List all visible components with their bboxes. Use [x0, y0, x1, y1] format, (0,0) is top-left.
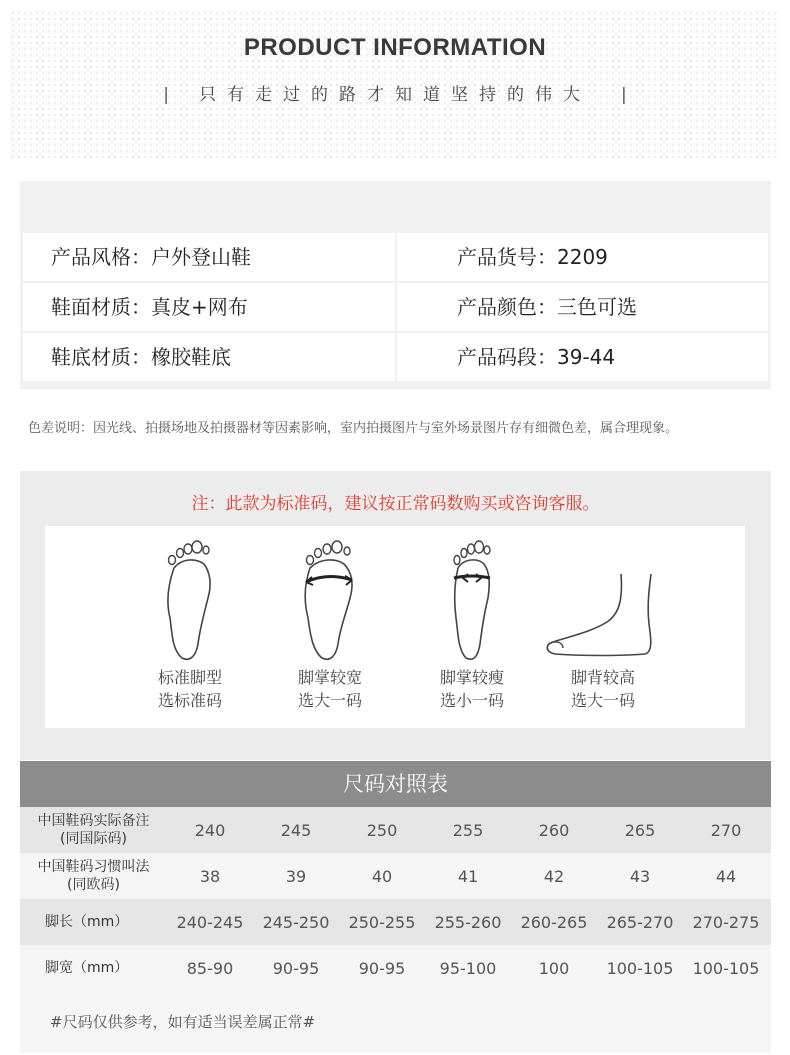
standard-foot-icon — [160, 540, 220, 662]
table-cell: 265 — [624, 820, 656, 840]
table-cell: 255 — [452, 820, 484, 840]
table-cell: 44 — [715, 866, 737, 886]
foot-advice: 选小一码 — [439, 691, 504, 710]
table-cell: 260-265 — [520, 912, 588, 932]
table-cell: 100 — [538, 958, 570, 978]
foot-advice: 选大一码 — [297, 691, 362, 710]
row-header-note: (同国际码) — [60, 831, 127, 847]
foot-type-high-instep — [533, 526, 673, 712]
info-row — [23, 283, 768, 331]
info-style: 产品风格：户外登山鞋 — [23, 233, 395, 281]
foot-advice: 选标准码 — [157, 691, 222, 710]
page-title: PRODUCT INFORMATION — [243, 34, 547, 61]
table-cell: 270 — [710, 820, 742, 840]
table-row — [20, 807, 771, 853]
subtitle-text: 只有走过的路才知道坚持的伟大 — [199, 85, 591, 105]
wide-foot-icon — [298, 540, 362, 662]
info-item-number: 产品货号：2209 — [397, 233, 768, 281]
row-header: 脚宽（mm） — [45, 960, 129, 976]
table-cell: 265-270 — [606, 912, 674, 932]
table-cell: 39 — [285, 866, 307, 886]
table-cell: 43 — [629, 866, 651, 886]
info-sole-material: 鞋底材质：橡胶鞋底 — [23, 333, 395, 381]
table-cell: 240-245 — [176, 912, 244, 932]
row-header-note: (同欧码) — [67, 877, 120, 893]
foot-type-wide — [260, 526, 400, 712]
row-header-line: 中国鞋码实际备注 — [37, 813, 150, 829]
table-cell: 95-100 — [439, 958, 497, 978]
table-cell: 255-260 — [434, 912, 502, 932]
table-row — [20, 945, 771, 991]
info-colors: 产品颜色：三色可选 — [397, 283, 768, 331]
foot-type-narrow — [402, 526, 542, 712]
page-subtitle — [0, 80, 790, 105]
divider-left: | — [163, 85, 169, 105]
table-row — [20, 899, 771, 945]
table-cell: 41 — [457, 866, 479, 886]
table-cell: 245-250 — [262, 912, 330, 932]
product-info-panel — [20, 181, 771, 389]
size-chart-title: 尺码对照表 — [20, 761, 771, 807]
table-cell: 250-255 — [348, 912, 416, 932]
table-cell: 100-105 — [692, 958, 760, 978]
table-cell: 38 — [199, 866, 221, 886]
foot-label: 脚背较高 — [570, 668, 635, 687]
row-header: 脚长（mm） — [45, 914, 129, 930]
high-instep-foot-icon — [541, 540, 665, 662]
size-chart-footnote: #尺码仅供参考，如有适当误差属正常# — [20, 991, 771, 1053]
table-cell: 270-275 — [692, 912, 760, 932]
foot-label: 脚掌较宽 — [297, 668, 362, 687]
row-header — [20, 858, 167, 894]
table-cell: 90-95 — [358, 958, 406, 978]
foot-types-box — [45, 526, 745, 728]
table-cell: 260 — [538, 820, 570, 840]
info-upper-material: 鞋面材质：真皮+网布 — [23, 283, 395, 331]
color-disclaimer: 色差说明：因光线、拍摄场地及拍摄器材等因素影响，室内拍摄图片与室外场景图片存有细微色差，属合理现象。 — [28, 421, 679, 436]
narrow-foot-icon — [444, 540, 500, 662]
foot-advice: 选大一码 — [570, 691, 635, 710]
table-cell: 250 — [366, 820, 398, 840]
row-header-line: 中国鞋码习惯叫法 — [37, 859, 150, 875]
table-cell: 40 — [371, 866, 393, 886]
size-chart-table — [20, 761, 771, 1053]
size-note: 注：此款为标准码，建议按正常码数购买或咨询客服。 — [191, 494, 600, 514]
info-row — [23, 333, 768, 381]
table-cell: 100-105 — [606, 958, 674, 978]
table-cell: 90-95 — [272, 958, 320, 978]
foot-label: 脚掌较瘦 — [439, 668, 504, 687]
table-cell: 42 — [543, 866, 565, 886]
sizing-guide-panel — [20, 471, 771, 760]
info-size-range: 产品码段：39-44 — [397, 333, 768, 381]
table-cell: 85-90 — [186, 958, 234, 978]
divider-right: | — [621, 85, 627, 105]
foot-label: 标准脚型 — [157, 668, 222, 687]
table-cell: 245 — [280, 820, 312, 840]
table-row — [20, 853, 771, 899]
info-row — [23, 233, 768, 281]
row-header — [20, 812, 167, 848]
table-cell: 240 — [194, 820, 226, 840]
foot-type-standard — [120, 526, 260, 712]
